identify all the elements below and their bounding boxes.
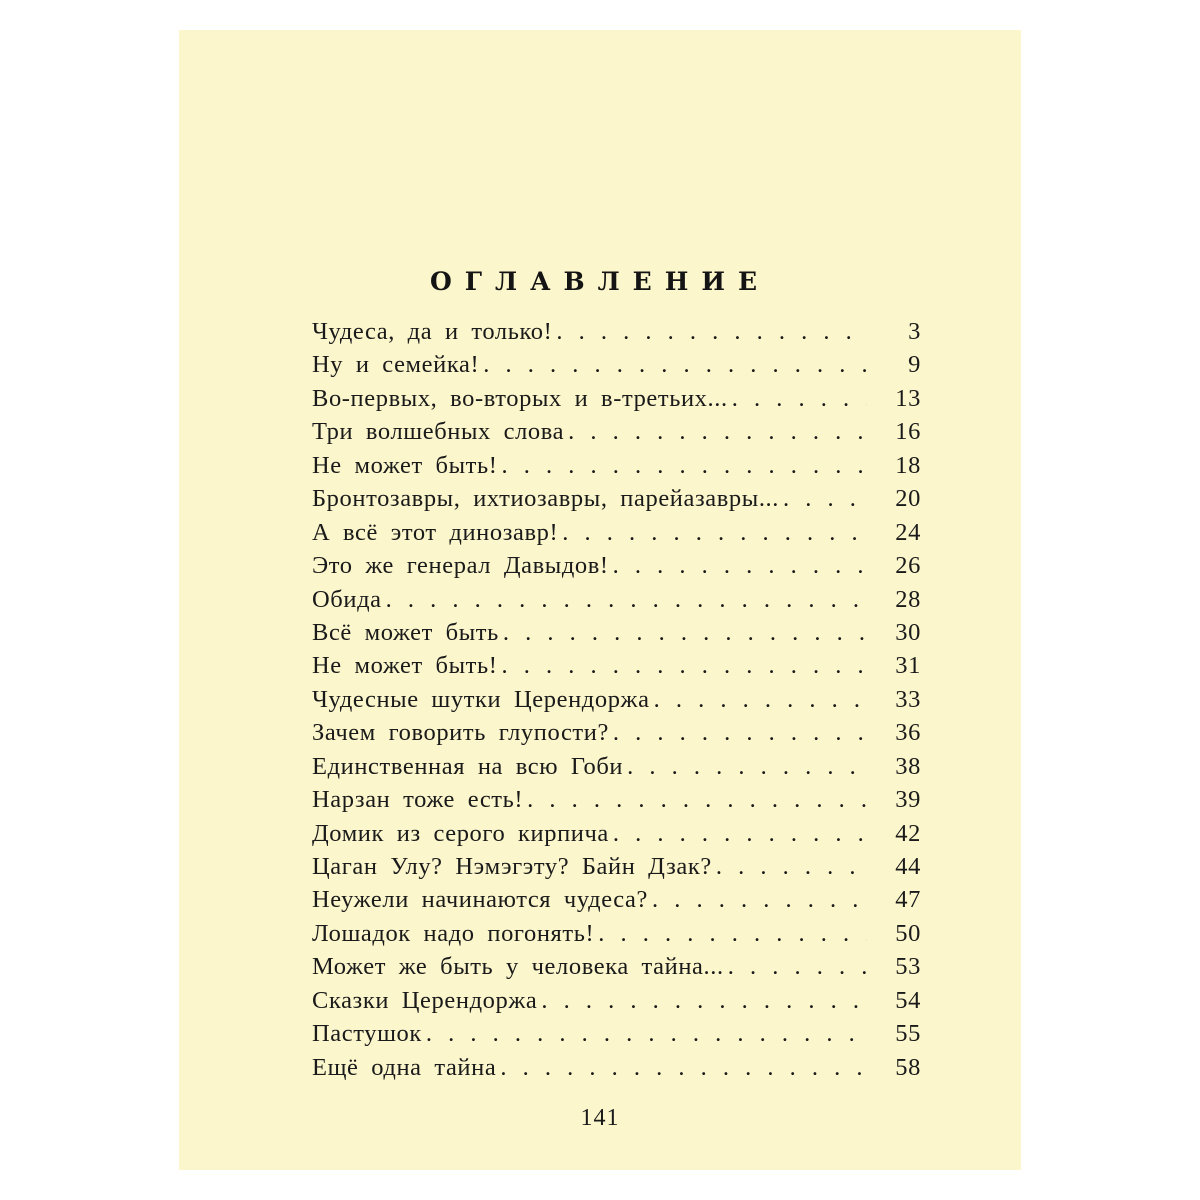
toc-entry-title: Нарзан тоже есть! [312,786,524,814]
toc-entry [312,1051,921,1084]
toc-entry-title: Чудеса, да и только! [312,318,553,345]
toc-entry [312,549,921,582]
toc-entry-page: 3 [908,318,921,345]
toc-entry [312,716,921,749]
toc-entry [312,917,921,950]
dot-leader [613,817,867,850]
toc-entry-title: Домик из серого кирпича [312,819,609,847]
toc-entry-page: 24 [895,518,921,546]
toc-entry [312,984,921,1017]
dot-leader [527,783,867,816]
dot-leader [500,1051,867,1084]
toc-entry [312,817,921,850]
toc-entry-page: 13 [895,384,921,412]
toc-entry-page: 55 [895,1020,921,1048]
dot-leader [613,716,867,749]
dot-leader [503,616,867,649]
dot-leader [783,482,867,515]
toc-entry-page: 20 [895,485,921,513]
toc-entry-page: 38 [895,752,921,780]
toc-entry-page: 39 [895,786,921,814]
book-page [179,30,1021,1170]
toc-entry [312,516,921,549]
toc-entry-page: 16 [895,418,921,446]
dot-leader [598,917,867,950]
table-of-contents [312,315,921,1084]
toc-entry-page: 54 [895,986,921,1014]
toc-entry-title: Ещё одна тайна [312,1053,497,1081]
toc-entry-page: 42 [895,819,921,847]
toc-entry [312,649,921,682]
toc-entry-page: 33 [895,685,921,713]
dot-leader [652,883,867,916]
toc-entry-page: 31 [895,652,921,680]
toc-entry [312,783,921,816]
dot-leader [502,649,867,682]
toc-entry [312,382,921,415]
toc-entry [312,683,921,716]
toc-entry [312,883,921,916]
dot-leader [483,348,867,381]
toc-entry-page: 47 [895,886,921,914]
toc-entry [312,482,921,515]
toc-entry-title: Не может быть! [312,451,498,479]
dot-leader [627,750,867,783]
dot-leader [562,516,867,549]
toc-entry [312,415,921,448]
toc-entry-page: 44 [895,853,921,880]
toc-entry-page: 53 [895,953,921,981]
toc-entry [312,315,921,348]
toc-entry-title: Обида [312,585,382,613]
toc-entry [312,950,921,983]
toc-entry-title: Сказки Церендоржа [312,986,538,1014]
page-title: ОГЛАВЛЕНИЕ [429,267,771,296]
toc-entry-page: 9 [908,351,921,379]
toc-entry-title: Лошадок надо погонять! [312,919,595,947]
toc-entry-title: Не может быть! [312,652,498,680]
toc-entry-title: Пастушок [312,1020,422,1048]
dot-leader [654,683,867,716]
toc-entry [312,1017,921,1050]
toc-entry-page: 28 [895,585,921,613]
toc-entry-title: Единственная на всю Гоби [312,752,624,780]
toc-entry-title: Цаган Улу? Нэмэгэту? Байн Дзак? [312,853,712,880]
toc-entry-title: Три волшебных слова [312,418,565,446]
toc-entry-page: 18 [895,451,921,479]
toc-entry-title: Зачем говорить глупости? [312,719,609,747]
toc-entry [312,583,921,616]
dot-leader [732,382,867,415]
toc-entry-page: 58 [895,1053,921,1081]
dot-leader [541,984,867,1017]
toc-entry-page: 26 [895,552,921,580]
toc-entry-title: Чудесные шутки Церендоржа [312,685,650,713]
toc-entry-title: Может же быть у человека тайна... [312,953,724,981]
toc-entry-page: 30 [895,618,921,646]
toc-entry [312,750,921,783]
toc-entry-title: Всё может быть [312,618,499,646]
dot-leader [426,1017,867,1050]
dot-leader [613,549,867,582]
dot-leader [716,850,867,883]
page-number: 141 [580,1105,620,1131]
dot-leader [728,950,867,983]
toc-entry-title: Во-первых, во-вторых и в-третьих... [312,384,728,412]
toc-entry-title: Это же генерал Давыдов! [312,552,609,580]
dot-leader [556,315,867,348]
toc-entry-title: Неужели начинаются чудеса? [312,886,649,914]
toc-entry [312,449,921,482]
toc-entry-page: 36 [895,719,921,747]
toc-entry [312,850,921,883]
toc-entry-title: Бронтозавры, ихтиозавры, парейазавры... [312,485,779,513]
toc-entry [312,616,921,649]
toc-entry-title: А всё этот динозавр! [312,518,559,546]
dot-leader [568,415,867,448]
dot-leader [502,449,867,482]
toc-entry-page: 50 [895,919,921,947]
dot-leader [386,583,867,616]
toc-entry-title: Ну и семейка! [312,351,480,379]
toc-entry [312,348,921,381]
